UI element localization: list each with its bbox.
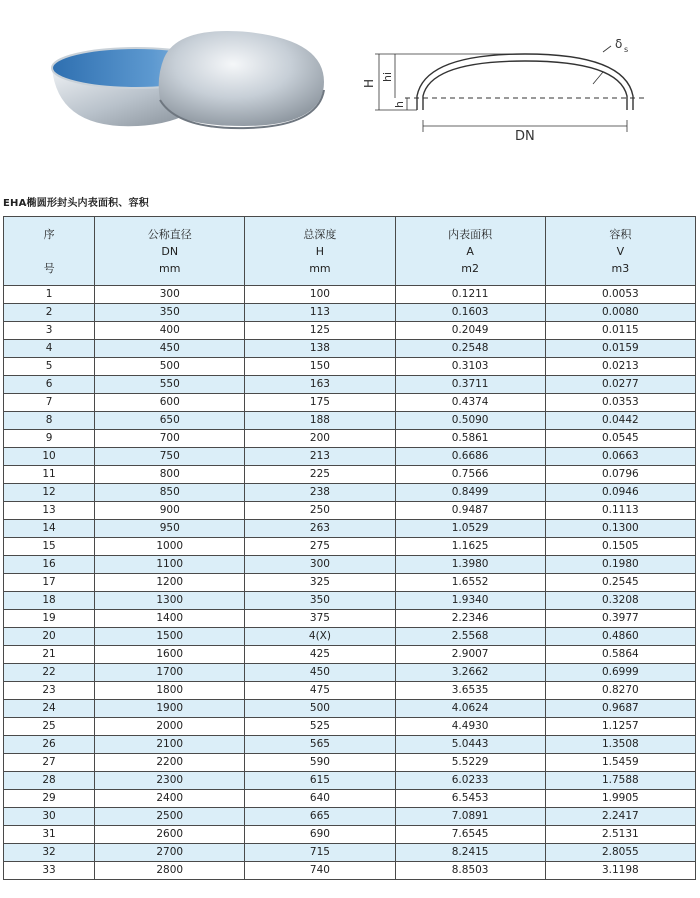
cell-dn: 750 — [95, 448, 245, 466]
cell-v: 0.5864 — [545, 646, 695, 664]
table-header-row — [4, 217, 696, 286]
table-row — [4, 736, 696, 754]
cell-h: 300 — [245, 556, 395, 574]
cell-a: 1.6552 — [395, 574, 545, 592]
cell-v: 0.3208 — [545, 592, 695, 610]
cell-dn: 550 — [95, 376, 245, 394]
cell-h: 525 — [245, 718, 395, 736]
table-body — [4, 286, 696, 880]
cell-h: 263 — [245, 520, 395, 538]
spec-table — [3, 216, 696, 880]
cell-h: 325 — [245, 574, 395, 592]
table-row — [4, 574, 696, 592]
cell-h: 225 — [245, 466, 395, 484]
cell-dn: 650 — [95, 412, 245, 430]
table-row — [4, 682, 696, 700]
label-DN: DN — [515, 129, 535, 144]
cell-v: 1.9905 — [545, 790, 695, 808]
cell-v: 1.5459 — [545, 754, 695, 772]
cell-no: 29 — [4, 790, 95, 808]
cell-no: 21 — [4, 646, 95, 664]
cell-no: 23 — [4, 682, 95, 700]
cell-dn: 1100 — [95, 556, 245, 574]
cell-h: 665 — [245, 808, 395, 826]
cell-no: 28 — [4, 772, 95, 790]
cell-no: 10 — [4, 448, 95, 466]
table-row — [4, 376, 696, 394]
header-a: 内表面积 A m2 — [395, 217, 545, 286]
cell-dn: 2200 — [95, 754, 245, 772]
cell-dn: 1300 — [95, 592, 245, 610]
cell-h: 590 — [245, 754, 395, 772]
cell-h: 163 — [245, 376, 395, 394]
cell-v: 0.0213 — [545, 358, 695, 376]
cell-h: 715 — [245, 844, 395, 862]
cell-a: 4.4930 — [395, 718, 545, 736]
cell-h: 200 — [245, 430, 395, 448]
cell-h: 213 — [245, 448, 395, 466]
cell-a: 2.2346 — [395, 610, 545, 628]
cell-no: 18 — [4, 592, 95, 610]
cell-dn: 1500 — [95, 628, 245, 646]
cell-dn: 450 — [95, 340, 245, 358]
cell-dn: 1800 — [95, 682, 245, 700]
head-outline — [417, 54, 633, 110]
cell-v: 0.0353 — [545, 394, 695, 412]
cell-h: 740 — [245, 862, 395, 880]
cell-a: 3.6535 — [395, 682, 545, 700]
cell-v: 0.4860 — [545, 628, 695, 646]
table-row — [4, 592, 696, 610]
cell-h: 188 — [245, 412, 395, 430]
cell-h: 640 — [245, 790, 395, 808]
table-row — [4, 754, 696, 772]
cell-v: 1.7588 — [545, 772, 695, 790]
label-h: h — [393, 101, 406, 108]
cell-no: 22 — [4, 664, 95, 682]
cell-a: 2.9007 — [395, 646, 545, 664]
dimension-diagram — [362, 32, 655, 144]
cell-dn: 2800 — [95, 862, 245, 880]
cell-h: 275 — [245, 538, 395, 556]
cell-no: 3 — [4, 322, 95, 340]
table-row — [4, 700, 696, 718]
cell-no: 13 — [4, 502, 95, 520]
cell-no: 9 — [4, 430, 95, 448]
cell-a: 6.5453 — [395, 790, 545, 808]
cell-v: 0.0115 — [545, 322, 695, 340]
table-row — [4, 520, 696, 538]
cell-h: 375 — [245, 610, 395, 628]
cell-a: 4.0624 — [395, 700, 545, 718]
label-s: s — [624, 45, 629, 54]
cell-h: 125 — [245, 322, 395, 340]
cell-h: 475 — [245, 682, 395, 700]
table-row — [4, 646, 696, 664]
cell-no: 12 — [4, 484, 95, 502]
table-title: EHA椭圆形封头内表面积、容积 — [3, 198, 149, 209]
cell-dn: 600 — [95, 394, 245, 412]
cell-a: 3.2662 — [395, 664, 545, 682]
cell-dn: 950 — [95, 520, 245, 538]
cell-a: 1.0529 — [395, 520, 545, 538]
cell-v: 0.1505 — [545, 538, 695, 556]
label-delta: δ — [615, 37, 623, 51]
cell-no: 26 — [4, 736, 95, 754]
cell-a: 5.0443 — [395, 736, 545, 754]
cell-dn: 800 — [95, 466, 245, 484]
cell-v: 0.1113 — [545, 502, 695, 520]
cell-v: 0.0946 — [545, 484, 695, 502]
table-row — [4, 502, 696, 520]
cell-a: 0.1603 — [395, 304, 545, 322]
cell-v: 1.3508 — [545, 736, 695, 754]
table-row — [4, 610, 696, 628]
cell-no: 6 — [4, 376, 95, 394]
cell-dn: 350 — [95, 304, 245, 322]
cell-a: 0.3711 — [395, 376, 545, 394]
cell-h: 250 — [245, 502, 395, 520]
cell-dn: 400 — [95, 322, 245, 340]
table-row — [4, 394, 696, 412]
cell-dn: 1400 — [95, 610, 245, 628]
table-row — [4, 772, 696, 790]
cell-no: 25 — [4, 718, 95, 736]
cell-no: 7 — [4, 394, 95, 412]
cell-a: 1.3980 — [395, 556, 545, 574]
cell-a: 1.1625 — [395, 538, 545, 556]
cell-v: 0.1300 — [545, 520, 695, 538]
cell-dn: 1700 — [95, 664, 245, 682]
cell-a: 0.7566 — [395, 466, 545, 484]
cell-dn: 900 — [95, 502, 245, 520]
cell-h: 238 — [245, 484, 395, 502]
cell-dn: 2100 — [95, 736, 245, 754]
cell-no: 5 — [4, 358, 95, 376]
table-row — [4, 538, 696, 556]
header-no: 序 号 — [4, 217, 95, 286]
product-photo — [48, 30, 328, 140]
cell-a: 8.8503 — [395, 862, 545, 880]
cell-v: 0.0796 — [545, 466, 695, 484]
cell-no: 31 — [4, 826, 95, 844]
cell-h: 425 — [245, 646, 395, 664]
table-row — [4, 664, 696, 682]
label-hi: hi — [381, 71, 394, 82]
cell-a: 7.6545 — [395, 826, 545, 844]
cell-no: 2 — [4, 304, 95, 322]
cell-v: 0.0159 — [545, 340, 695, 358]
cell-dn: 1600 — [95, 646, 245, 664]
cell-dn: 1000 — [95, 538, 245, 556]
header-dn: 公称直径 DN mm — [95, 217, 245, 286]
cell-a: 0.3103 — [395, 358, 545, 376]
table-row — [4, 808, 696, 826]
cell-no: 20 — [4, 628, 95, 646]
table-row — [4, 790, 696, 808]
cell-a: 0.8499 — [395, 484, 545, 502]
cell-no: 33 — [4, 862, 95, 880]
cell-h: 690 — [245, 826, 395, 844]
table-row — [4, 484, 696, 502]
table-row — [4, 448, 696, 466]
cell-a: 0.5090 — [395, 412, 545, 430]
cell-no: 15 — [4, 538, 95, 556]
cell-v: 0.2545 — [545, 574, 695, 592]
cell-dn: 2400 — [95, 790, 245, 808]
cell-a: 8.2415 — [395, 844, 545, 862]
cell-v: 0.0080 — [545, 304, 695, 322]
cell-v: 0.9687 — [545, 700, 695, 718]
cell-dn: 1900 — [95, 700, 245, 718]
cell-v: 2.2417 — [545, 808, 695, 826]
table-row — [4, 826, 696, 844]
cell-h: 500 — [245, 700, 395, 718]
cell-v: 3.1198 — [545, 862, 695, 880]
cell-h: 175 — [245, 394, 395, 412]
table-row — [4, 286, 696, 304]
table-row — [4, 628, 696, 646]
cell-dn: 850 — [95, 484, 245, 502]
cell-h: 565 — [245, 736, 395, 754]
cell-a: 2.5568 — [395, 628, 545, 646]
cell-no: 8 — [4, 412, 95, 430]
table-row — [4, 718, 696, 736]
cell-a: 0.5861 — [395, 430, 545, 448]
cell-a: 0.6686 — [395, 448, 545, 466]
cell-h: 4(X) — [245, 628, 395, 646]
cell-no: 14 — [4, 520, 95, 538]
header-v: 容积 V m3 — [545, 217, 695, 286]
table-row — [4, 466, 696, 484]
cell-a: 0.2049 — [395, 322, 545, 340]
table-row — [4, 412, 696, 430]
header-h: 总深度 H mm — [245, 217, 395, 286]
cell-h: 615 — [245, 772, 395, 790]
table-row — [4, 430, 696, 448]
cell-no: 11 — [4, 466, 95, 484]
cell-dn: 2500 — [95, 808, 245, 826]
cell-no: 17 — [4, 574, 95, 592]
cell-h: 113 — [245, 304, 395, 322]
cell-v: 2.5131 — [545, 826, 695, 844]
cell-h: 138 — [245, 340, 395, 358]
cell-no: 24 — [4, 700, 95, 718]
table-row — [4, 340, 696, 358]
cell-dn: 700 — [95, 430, 245, 448]
cell-a: 5.5229 — [395, 754, 545, 772]
cell-no: 4 — [4, 340, 95, 358]
label-H: H — [362, 78, 376, 88]
cell-dn: 2000 — [95, 718, 245, 736]
cell-h: 150 — [245, 358, 395, 376]
cell-a: 0.4374 — [395, 394, 545, 412]
cell-v: 0.0442 — [545, 412, 695, 430]
cell-no: 32 — [4, 844, 95, 862]
table-row — [4, 304, 696, 322]
cell-a: 1.9340 — [395, 592, 545, 610]
table-row — [4, 358, 696, 376]
cell-v: 0.3977 — [545, 610, 695, 628]
cell-v: 0.6999 — [545, 664, 695, 682]
table-row — [4, 322, 696, 340]
cell-dn: 1200 — [95, 574, 245, 592]
cell-v: 0.8270 — [545, 682, 695, 700]
closed-dish-head — [159, 31, 324, 128]
cell-v: 0.0545 — [545, 430, 695, 448]
cell-dn: 2700 — [95, 844, 245, 862]
cell-no: 19 — [4, 610, 95, 628]
cell-dn: 2600 — [95, 826, 245, 844]
table-row — [4, 844, 696, 862]
cell-no: 16 — [4, 556, 95, 574]
cell-h: 350 — [245, 592, 395, 610]
cell-v: 0.1980 — [545, 556, 695, 574]
cell-no: 1 — [4, 286, 95, 304]
cell-a: 6.0233 — [395, 772, 545, 790]
cell-h: 450 — [245, 664, 395, 682]
cell-no: 30 — [4, 808, 95, 826]
cell-v: 2.8055 — [545, 844, 695, 862]
cell-a: 7.0891 — [395, 808, 545, 826]
cell-dn: 300 — [95, 286, 245, 304]
cell-dn: 2300 — [95, 772, 245, 790]
cell-a: 0.9487 — [395, 502, 545, 520]
cell-v: 0.0053 — [545, 286, 695, 304]
cell-no: 27 — [4, 754, 95, 772]
cell-h: 100 — [245, 286, 395, 304]
cell-v: 0.0663 — [545, 448, 695, 466]
cell-v: 1.1257 — [545, 718, 695, 736]
table-row — [4, 556, 696, 574]
cell-v: 0.0277 — [545, 376, 695, 394]
cell-dn: 500 — [95, 358, 245, 376]
cell-a: 0.1211 — [395, 286, 545, 304]
cell-a: 0.2548 — [395, 340, 545, 358]
table-row — [4, 862, 696, 880]
